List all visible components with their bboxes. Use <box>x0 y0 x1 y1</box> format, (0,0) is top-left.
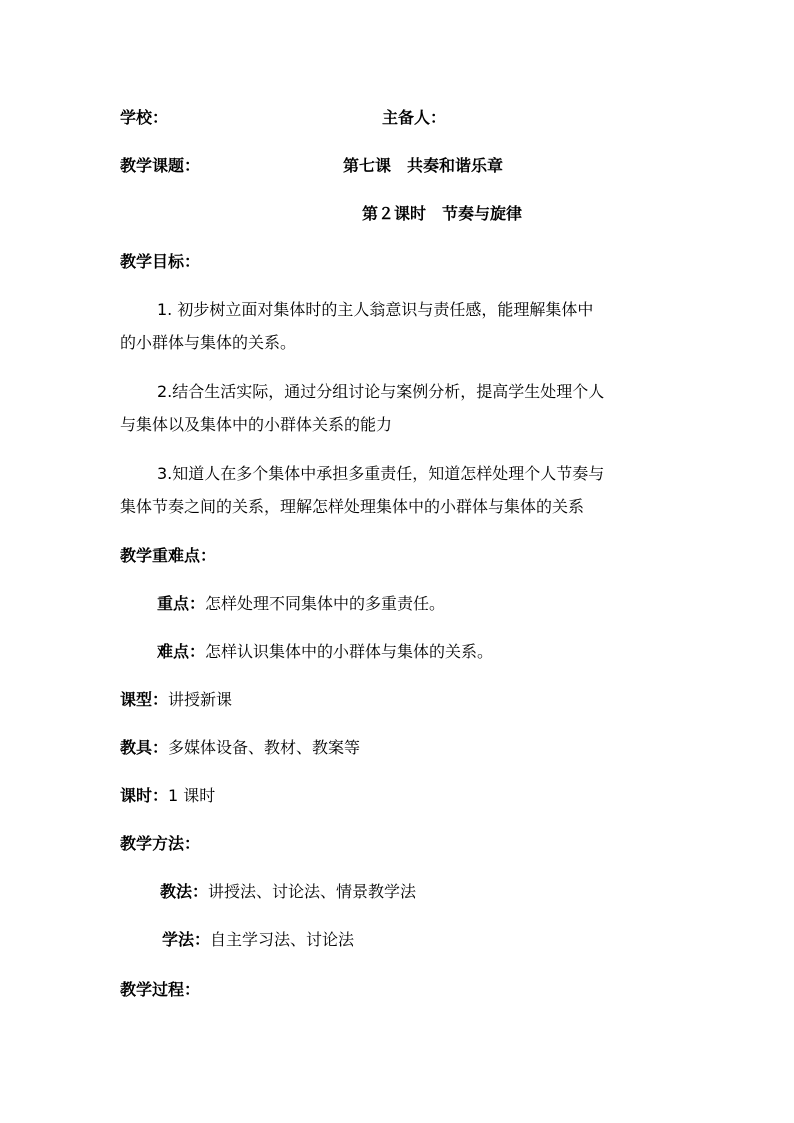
difficulty-text: 怎样认识集体中的小群体与集体的关系。 <box>205 642 494 661</box>
methods-label: 教学方法： <box>120 834 201 853</box>
lesson-type-value: 讲授新课 <box>168 690 233 709</box>
lesson-type-label: 课型： <box>120 690 169 709</box>
learn-method-value: 自主学习法、讨论法 <box>210 930 355 949</box>
tools-label: 教具： <box>120 738 169 757</box>
lesson-title: 第七课 共奏和谐乐章 <box>343 156 504 175</box>
teach-method-row <box>160 882 416 902</box>
preparer-label: 主备人： <box>382 108 447 127</box>
learn-method-row <box>162 930 354 950</box>
objectives-label: 教学目标： <box>120 252 201 271</box>
topic-label: 教学课题： <box>120 156 201 175</box>
objective-2-line-2: 与集体以及集体中的小群体关系的能力 <box>120 415 393 434</box>
objective-1-line-2: 的小群体与集体的关系。 <box>120 333 297 352</box>
teach-method-label: 教法： <box>160 882 209 901</box>
focus-label: 重点： <box>157 594 206 613</box>
learn-method-label: 学法： <box>162 930 211 949</box>
difficulty-label: 难点： <box>157 642 206 661</box>
objective-1-line-1: 1. 初步树立面对集体时的主人翁意识与责任感，能理解集体中 <box>157 300 594 319</box>
objective-3-line-2: 集体节奏之间的关系，理解怎样处理集体中的小群体与集体的关系 <box>120 497 585 516</box>
teach-method-value: 讲授法、讨论法、情景教学法 <box>208 882 417 901</box>
objective-3-line-1: 3.知道人在多个集体中承担多重责任，知道怎样处理个人节奏与 <box>157 464 605 483</box>
objective-2-line-1: 2.结合生活实际，通过分组讨论与案例分析，提高学生处理个人 <box>157 382 605 401</box>
hours-label: 课时： <box>120 786 169 805</box>
key-points-label: 教学重难点： <box>120 546 217 565</box>
focus-text: 怎样处理不同集体中的多重责任。 <box>205 594 446 613</box>
school-label: 学校： <box>120 108 169 127</box>
process-label: 教学过程： <box>120 980 201 999</box>
session-title: 第２课时 节奏与旋律 <box>362 204 523 223</box>
lesson-type-row <box>120 690 232 710</box>
tools-value: 多媒体设备、教材、教案等 <box>168 738 361 757</box>
hours-value: 1 课时 <box>168 786 216 805</box>
tools-row <box>120 738 360 758</box>
focus-row <box>157 594 445 614</box>
difficulty-row <box>157 642 493 662</box>
hours-row <box>120 786 215 806</box>
